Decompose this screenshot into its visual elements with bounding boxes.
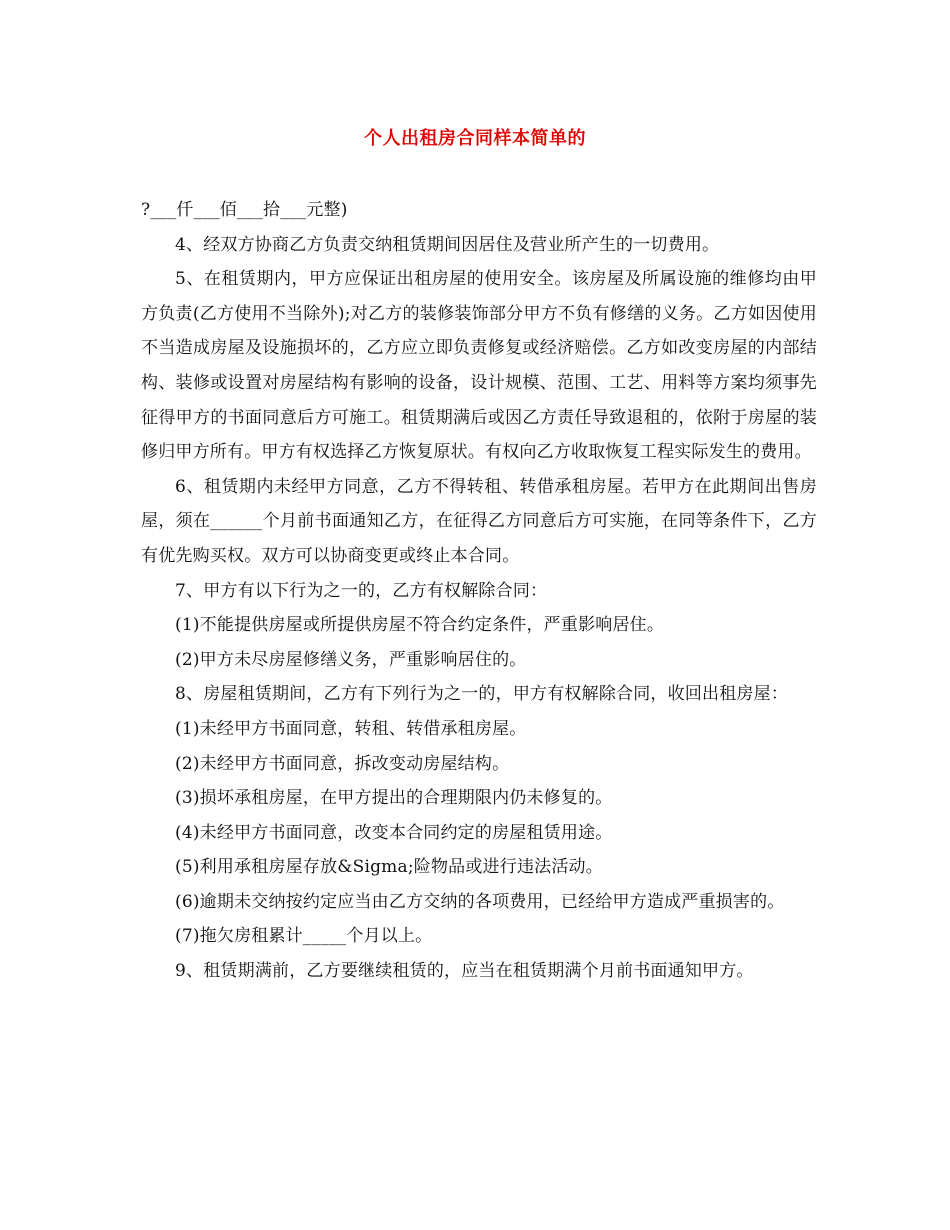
clause-8-item-1: (1)未经甲方书面同意，转租、转借承租房屋。 xyxy=(175,718,527,739)
clause-7-item-2: (2)甲方未尽房屋修缮义务，严重影响居住的。 xyxy=(175,649,527,670)
clause-6: 6、租赁期内未经甲方同意，乙方不得转租、转借承租房屋。若甲方在此期间出售房屋，须在______个月前书面通知乙方，在征得乙方同意后方可实施，在同等条件下，乙方有优先购买权。双方可以协商变更或终止本合同。 xyxy=(141,476,817,566)
clause-7: 7、甲方有以下行为之一的，乙方有权解除合同： xyxy=(175,580,548,601)
clause-5: 5、在租赁期内，甲方应保证出租房屋的使用安全。该房屋及所属设施的维修均由甲方负责(乙方使用不当除外);对乙方的装修装饰部分甲方不负有修缮的义务。乙方如因使用不当造成房屋及设施损坏的，乙方应立即负责修复或经济赔偿。乙方如改变房屋的内部结构、装修或设置对房屋结构有影响的设备，设计规模、范围、工艺、用料等方案均须事先征得甲方的书面同意后方可施工。租赁期满后或因乙方责任导致退租的，依附于房屋的装修归甲方所有。甲方有权选择乙方恢复原状。有权向乙方收取恢复工程实际发生的费用。 xyxy=(141,269,817,463)
clause-9: 9、租赁期满前，乙方要继续租赁的，应当在租赁期满个月前书面通知甲方。 xyxy=(175,961,754,982)
clause-8-item-7: (7)拖欠房租累计_____个月以上。 xyxy=(175,926,433,947)
clause-8-item-2: (2)未经甲方书面同意，拆改变动房屋结构。 xyxy=(175,753,510,774)
clause-8-item-4: (4)未经甲方书面同意，改变本合同约定的房屋租赁用途。 xyxy=(175,822,613,843)
clause-8-item-5: (5)利用承租房屋存放&Sigma;险物品或进行违法活动。 xyxy=(175,857,603,878)
clause-8: 8、房屋租赁期间，乙方有下列行为之一的，甲方有权解除合同，收回出租房屋： xyxy=(175,684,789,705)
paragraph-amount-line: ?___仟___佰___拾___元整) xyxy=(141,200,348,220)
document-body xyxy=(141,193,817,989)
clause-4: 4、经双方协商乙方负责交纳租赁期间因居住及营业所产生的一切费用。 xyxy=(175,234,720,255)
clause-8-item-3: (3)损坏承租房屋，在甲方提出的合理期限内仍未修复的。 xyxy=(175,788,613,809)
clause-8-item-6: (6)逾期未交纳按约定应当由乙方交纳的各项费用，已经给甲方造成严重损害的。 xyxy=(175,891,785,912)
clause-7-item-1: (1)不能提供房屋或所提供房屋不符合约定条件，严重影响居住。 xyxy=(175,615,665,636)
document-title: 个人出租房合同样本简单的 xyxy=(364,128,586,149)
